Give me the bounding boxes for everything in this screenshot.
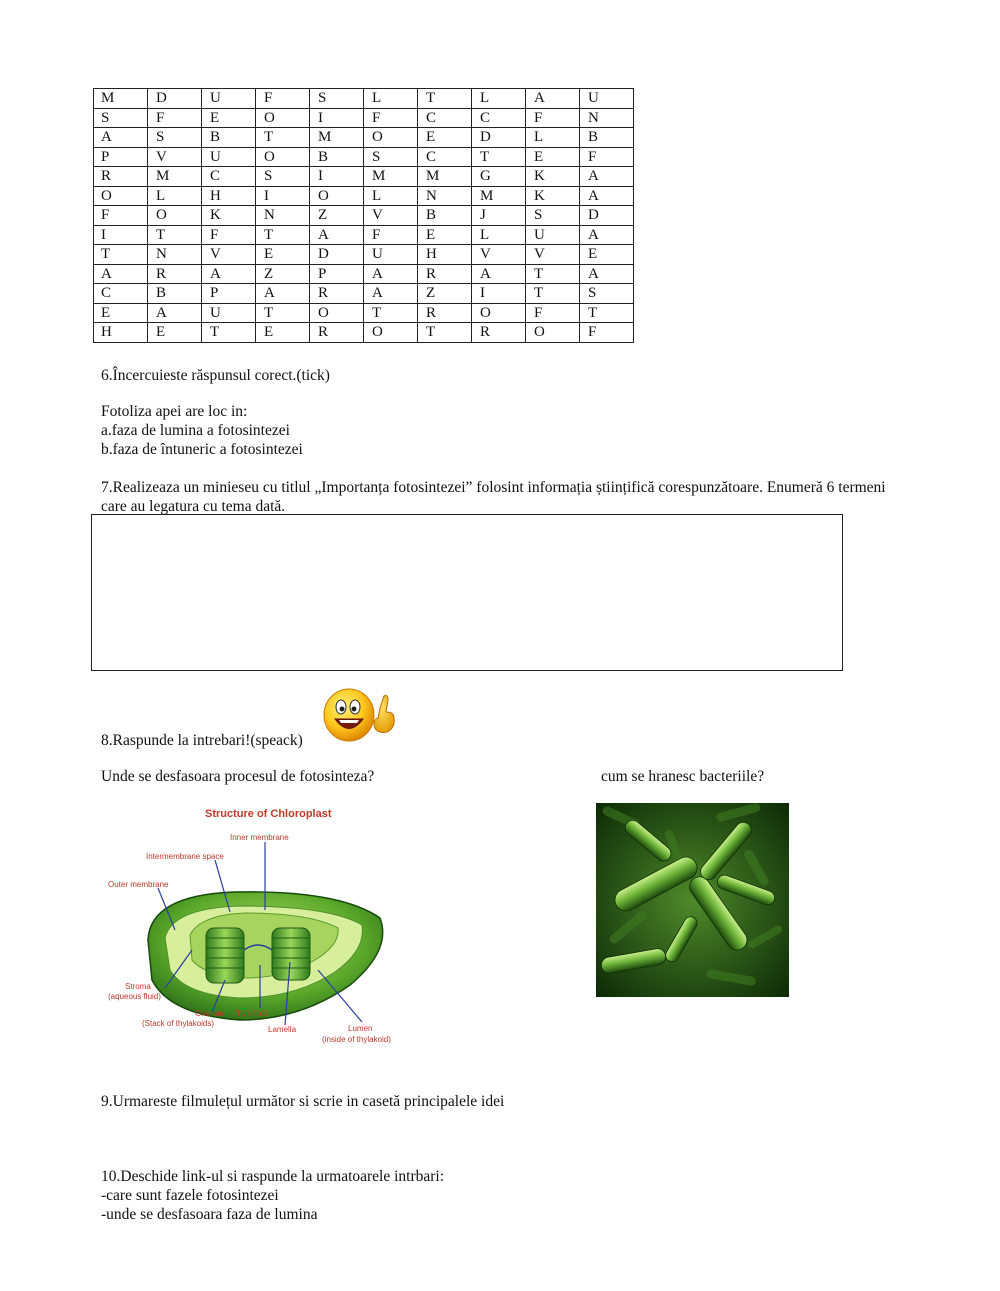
grid-row (94, 167, 634, 187)
grid-cell[interactable]: N (256, 206, 310, 226)
grid-cell[interactable]: H (94, 323, 148, 343)
word-search-grid (93, 88, 634, 343)
grid-cell[interactable]: C (472, 108, 526, 128)
grid-row (94, 128, 634, 148)
grid-cell[interactable]: D (472, 128, 526, 148)
grid-cell[interactable]: T (418, 323, 472, 343)
q8-question-right: cum se hranesc bacteriile? (601, 768, 765, 785)
grid-cell[interactable]: U (526, 225, 580, 245)
grid-cell[interactable]: T (526, 264, 580, 284)
grid-cell[interactable]: A (94, 128, 148, 148)
grid-cell[interactable]: R (418, 264, 472, 284)
grid-cell[interactable]: O (310, 186, 364, 206)
grid-cell[interactable]: E (256, 323, 310, 343)
grid-cell[interactable]: T (256, 303, 310, 323)
grid-cell[interactable]: D (148, 89, 202, 109)
grid-cell[interactable]: R (310, 284, 364, 304)
grid-cell[interactable]: S (148, 128, 202, 148)
grid-cell[interactable]: O (148, 206, 202, 226)
label-lamella: Lamella (268, 1025, 297, 1034)
grid-cell[interactable]: O (256, 108, 310, 128)
essay-answer-box[interactable] (91, 514, 843, 671)
grid-cell[interactable]: R (148, 264, 202, 284)
grid-cell[interactable]: F (580, 323, 634, 343)
grid-cell[interactable]: U (580, 89, 634, 109)
label-intermembrane-space: Intermembrane space (146, 852, 224, 861)
grid-cell[interactable]: I (310, 167, 364, 187)
grid-cell[interactable]: Z (256, 264, 310, 284)
label-inner-membrane: Inner membrane (230, 833, 289, 842)
grid-cell[interactable]: Z (310, 206, 364, 226)
grid-cell[interactable]: F (256, 89, 310, 109)
grid-cell[interactable]: F (526, 303, 580, 323)
grid-cell[interactable]: L (148, 186, 202, 206)
grid-cell[interactable]: R (310, 323, 364, 343)
q10-item-1: -care sunt fazele fotosintezei (101, 1187, 279, 1204)
smiley-thumbs-up-icon (322, 688, 400, 744)
grid-cell[interactable]: S (580, 284, 634, 304)
grid-cell[interactable]: T (418, 89, 472, 109)
grid-row (94, 89, 634, 109)
grid-cell[interactable]: S (526, 206, 580, 226)
q6-question: Fotoliza apei are loc in: (101, 403, 248, 420)
q8-question-left: Unde se desfasoara procesul de fotosinteza? (101, 768, 375, 785)
grid-cell[interactable]: O (472, 303, 526, 323)
grid-cell[interactable]: B (580, 128, 634, 148)
grid-cell[interactable]: A (580, 186, 634, 206)
grid-row (94, 206, 634, 226)
grid-cell[interactable]: K (526, 186, 580, 206)
grid-cell[interactable]: C (94, 284, 148, 304)
grid-cell[interactable]: B (148, 284, 202, 304)
grid-cell[interactable]: S (364, 147, 418, 167)
grid-cell[interactable]: B (310, 147, 364, 167)
grid-cell[interactable]: A (310, 225, 364, 245)
grid-cell[interactable]: R (418, 303, 472, 323)
grid-cell[interactable]: T (526, 284, 580, 304)
grid-cell[interactable]: L (364, 186, 418, 206)
grid-cell[interactable]: E (418, 225, 472, 245)
grid-cell[interactable]: O (310, 303, 364, 323)
grid-cell[interactable]: B (202, 128, 256, 148)
grid-cell[interactable]: U (202, 89, 256, 109)
grid-cell[interactable]: E (202, 108, 256, 128)
grid-cell[interactable]: G (472, 167, 526, 187)
grid-cell[interactable]: E (94, 303, 148, 323)
grid-cell[interactable]: A (94, 264, 148, 284)
grid-cell[interactable]: M (418, 167, 472, 187)
grid-cell[interactable]: K (202, 206, 256, 226)
grid-cell[interactable]: L (364, 89, 418, 109)
grid-cell[interactable]: T (202, 323, 256, 343)
grid-cell[interactable]: V (202, 245, 256, 265)
q6-option-b[interactable]: b.faza de întuneric a fotosintezei (101, 441, 303, 458)
grid-cell[interactable]: N (418, 186, 472, 206)
grid-cell[interactable]: A (148, 303, 202, 323)
grid-cell[interactable]: O (94, 186, 148, 206)
grid-cell[interactable]: O (364, 323, 418, 343)
grid-cell[interactable]: U (202, 303, 256, 323)
grid-cell[interactable]: H (202, 186, 256, 206)
grid-cell[interactable]: O (256, 147, 310, 167)
label-stroma-note: (aqueous fluid) (108, 992, 161, 1001)
grid-cell[interactable]: F (364, 225, 418, 245)
grid-cell[interactable]: F (148, 108, 202, 128)
grid-cell[interactable]: I (256, 186, 310, 206)
grid-cell[interactable]: E (580, 245, 634, 265)
grid-cell[interactable]: Z (418, 284, 472, 304)
q10-item-2: -unde se desfasoara faza de lumina (101, 1206, 318, 1223)
grid-cell[interactable]: H (418, 245, 472, 265)
grid-cell[interactable]: I (472, 284, 526, 304)
grid-row (94, 147, 634, 167)
q7-line-1: 7.Realizeaza un minieseu cu titlul „Importanța fotosintezei” folosint informația științifică corespunzătoare. Enumeră 6 termeni (101, 479, 886, 496)
grid-cell[interactable]: J (472, 206, 526, 226)
grid-cell[interactable]: A (364, 284, 418, 304)
q9-title: 9.Urmareste filmulețul următor si scrie in casetă principalele idei (101, 1093, 505, 1110)
grid-cell[interactable]: I (310, 108, 364, 128)
grid-cell[interactable]: A (580, 264, 634, 284)
grid-cell[interactable]: R (94, 167, 148, 187)
label-granum: Granum (195, 1009, 224, 1018)
grid-cell[interactable]: A (580, 167, 634, 187)
grid-cell[interactable]: D (310, 245, 364, 265)
grid-cell[interactable]: L (472, 89, 526, 109)
grid-cell[interactable]: A (256, 284, 310, 304)
q10-title: 10.Deschide link-ul si raspunde la urmatoarele intrbari: (101, 1168, 445, 1185)
grid-cell[interactable]: M (94, 89, 148, 109)
grid-cell[interactable]: V (472, 245, 526, 265)
grid-cell[interactable]: V (526, 245, 580, 265)
label-outer-membrane: Outer membrane (108, 880, 169, 889)
grid-row (94, 303, 634, 323)
grid-cell[interactable]: E (418, 128, 472, 148)
grid-cell[interactable]: T (94, 245, 148, 265)
q7-line-2: care au legatura cu tema dată. (101, 498, 286, 515)
grid-cell[interactable]: T (580, 303, 634, 323)
grid-cell[interactable]: E (148, 323, 202, 343)
grid-cell[interactable]: U (364, 245, 418, 265)
grid-cell[interactable]: T (148, 225, 202, 245)
grid-cell[interactable]: M (148, 167, 202, 187)
q6-title: 6.Încercuieste răspunsul corect.(tick) (101, 367, 330, 384)
grid-cell[interactable]: U (202, 147, 256, 167)
grid-cell[interactable]: P (202, 284, 256, 304)
grid-cell[interactable]: A (580, 225, 634, 245)
q8-title: 8.Raspunde la intrebari!(speack) (101, 732, 303, 749)
grid-cell[interactable]: D (580, 206, 634, 226)
grid-cell[interactable]: F (94, 206, 148, 226)
grid-cell[interactable]: M (472, 186, 526, 206)
grid-cell[interactable]: E (256, 245, 310, 265)
grid-cell[interactable]: L (526, 128, 580, 148)
grid-cell[interactable]: A (526, 89, 580, 109)
grid-cell[interactable]: N (580, 108, 634, 128)
grid-cell[interactable]: A (202, 264, 256, 284)
grid-cell[interactable]: R (472, 323, 526, 343)
grid-row (94, 264, 634, 284)
grid-row (94, 225, 634, 245)
bacteria-image (596, 803, 789, 997)
grid-cell[interactable]: P (310, 264, 364, 284)
grid-cell[interactable]: O (364, 128, 418, 148)
label-stroma: Stroma (125, 982, 151, 991)
grid-cell[interactable]: M (364, 167, 418, 187)
grid-cell[interactable]: C (418, 108, 472, 128)
grid-row (94, 108, 634, 128)
grid-cell[interactable]: T (472, 147, 526, 167)
chloroplast-diagram (100, 800, 410, 1052)
grid-row (94, 323, 634, 343)
grid-cell[interactable]: T (256, 128, 310, 148)
grid-cell[interactable]: K (526, 167, 580, 187)
grid-row (94, 186, 634, 206)
label-thylakoid: Thylakoid (233, 1009, 268, 1018)
label-granum-note: (Stack of thylakoids) (142, 1019, 215, 1028)
chloroplast-title: Structure of Chloroplast (205, 808, 332, 820)
grid-cell[interactable]: S (256, 167, 310, 187)
grid-cell[interactable]: V (148, 147, 202, 167)
grid-cell[interactable]: F (202, 225, 256, 245)
grid-cell[interactable]: I (94, 225, 148, 245)
grid-cell[interactable]: A (364, 264, 418, 284)
grid-cell[interactable]: C (418, 147, 472, 167)
grid-cell[interactable]: F (526, 108, 580, 128)
grid-cell[interactable]: S (310, 89, 364, 109)
grid-row (94, 245, 634, 265)
grid-cell[interactable]: F (364, 108, 418, 128)
granum-stack (206, 928, 244, 983)
label-lumen: Lumen (348, 1024, 373, 1033)
grid-cell[interactable]: V (364, 206, 418, 226)
grid-cell[interactable]: M (310, 128, 364, 148)
grid-cell[interactable]: O (526, 323, 580, 343)
q6-option-a[interactable]: a.faza de lumina a fotosintezei (101, 422, 290, 439)
grid-cell[interactable]: P (94, 147, 148, 167)
grid-cell[interactable]: S (94, 108, 148, 128)
granum-stack (272, 928, 310, 980)
grid-row (94, 284, 634, 304)
grid-cell[interactable]: L (472, 225, 526, 245)
grid-cell[interactable]: T (256, 225, 310, 245)
grid-cell[interactable]: F (580, 147, 634, 167)
label-lumen-note: (inside of thylakoid) (322, 1035, 391, 1044)
grid-cell[interactable]: E (526, 147, 580, 167)
grid-cell[interactable]: C (202, 167, 256, 187)
grid-cell[interactable]: T (364, 303, 418, 323)
grid-cell[interactable]: B (418, 206, 472, 226)
grid-cell[interactable]: N (148, 245, 202, 265)
grid-cell[interactable]: A (472, 264, 526, 284)
